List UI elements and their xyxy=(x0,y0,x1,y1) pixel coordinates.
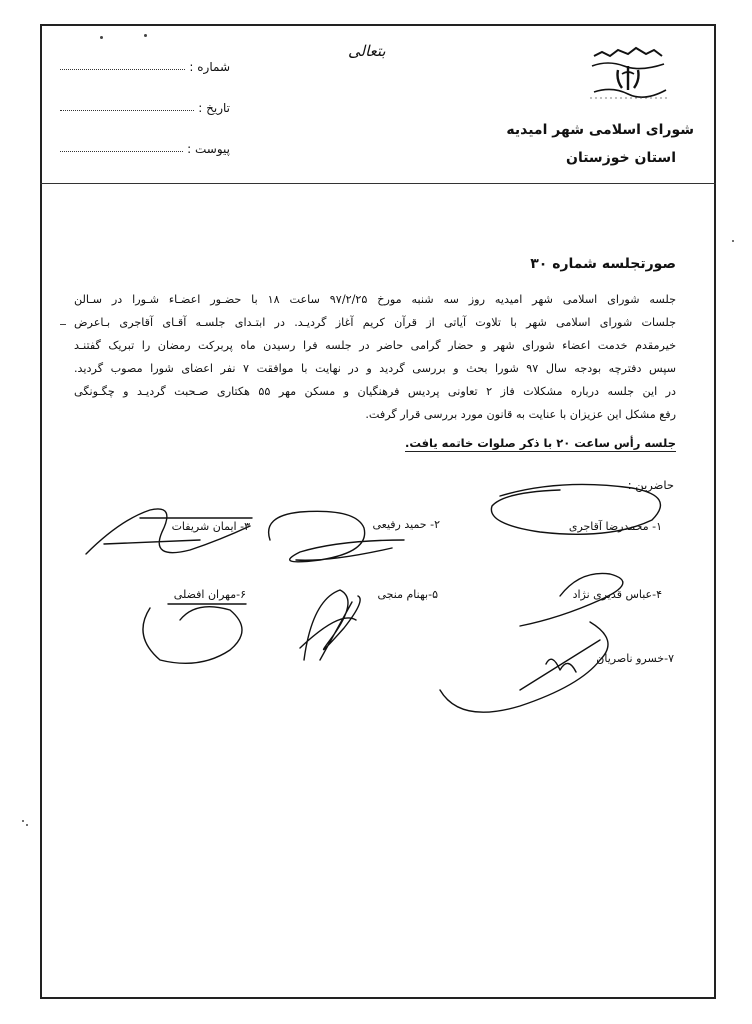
number-label: شماره : xyxy=(189,60,230,74)
body-line: جلسه شورای اسلامی شهر امیدیه روز سه شنبه مورخ ۹۷/۲/۲۵ ساعت ۱۸ با حضـور اعضـاء شـورا در سـالن xyxy=(74,293,676,306)
member-name: ۷-خسرو ناصریان xyxy=(596,652,674,665)
scan-speck xyxy=(100,36,103,39)
body-line: در این جلسه درباره مشکلات فاز ۲ تعاونی پردیس فرهنگیان و مسکن مهر ۵۵ هکتاری صـحبت گردیـد و چگـونگی xyxy=(74,385,676,398)
header-divider xyxy=(40,183,716,184)
organization-title: شورای اسلامی شهر امیدیه xyxy=(506,122,694,138)
attendees-label: حاضرین : xyxy=(627,478,674,492)
date-field xyxy=(60,93,230,115)
organization-province: استان خوزستان xyxy=(566,150,676,166)
scan-speck xyxy=(732,240,734,242)
minutes-title: صورتجلسه شماره ۳۰ xyxy=(530,256,676,272)
member-name: ۴-عباس قدیری نژاد xyxy=(572,588,662,601)
scan-speck xyxy=(144,34,147,37)
scan-speck xyxy=(26,824,28,826)
minutes-body xyxy=(74,288,676,426)
date-dotted-line xyxy=(60,110,194,111)
attachment-dotted-line xyxy=(60,151,183,152)
scan-speck xyxy=(22,820,24,822)
number-dotted-line xyxy=(60,69,185,70)
attachment-field xyxy=(60,134,230,156)
scan-speck xyxy=(60,324,66,325)
member-name: ۶-مهران افضلی xyxy=(173,588,246,601)
national-emblem-icon xyxy=(588,44,670,102)
body-line: جلسات شورای اسلامی شهر با تلاوت آیاتی از قرآن کریم آغاز گردیـد. در ابتـدای جلسـه آقـای آقاجری بـاعرض xyxy=(74,316,676,329)
attachment-label: پیوست : xyxy=(187,142,230,156)
date-label: تاریخ : xyxy=(198,101,230,115)
body-line: سپس دفترچه بودجه سال ۹۷ شورا بحث و بررسی گردید و در نهایت با موافقت ۷ نفر اعضای شورا مصوب گردید. xyxy=(74,362,676,375)
body-line: رفع مشکل این عزیزان با عنایت به قانون مورد بررسی قرار گرفت. xyxy=(365,408,676,421)
body-line: خیرمقدم خدمت اعضاء شورای شهر و حضار گرامی حاضر در جلسه فرا رسیدن ماه پربرکت رمضان را تبریک گفتنـد xyxy=(74,339,676,352)
member-name: ۵-بهنام منجی xyxy=(377,588,438,601)
member-name: ۳- ایمان شریفات xyxy=(171,520,250,533)
number-field xyxy=(60,52,230,74)
member-name: ۲- حمید رفیعی xyxy=(372,518,440,531)
member-name: ۱- محمدرضا آقاجری xyxy=(568,520,662,533)
bismillah-heading: بتعالی xyxy=(348,42,386,60)
closing-statement: جلسه رأس ساعت ۲۰ با ذکر صلوات خاتمه یافت. xyxy=(404,436,676,450)
document-border xyxy=(40,24,716,999)
